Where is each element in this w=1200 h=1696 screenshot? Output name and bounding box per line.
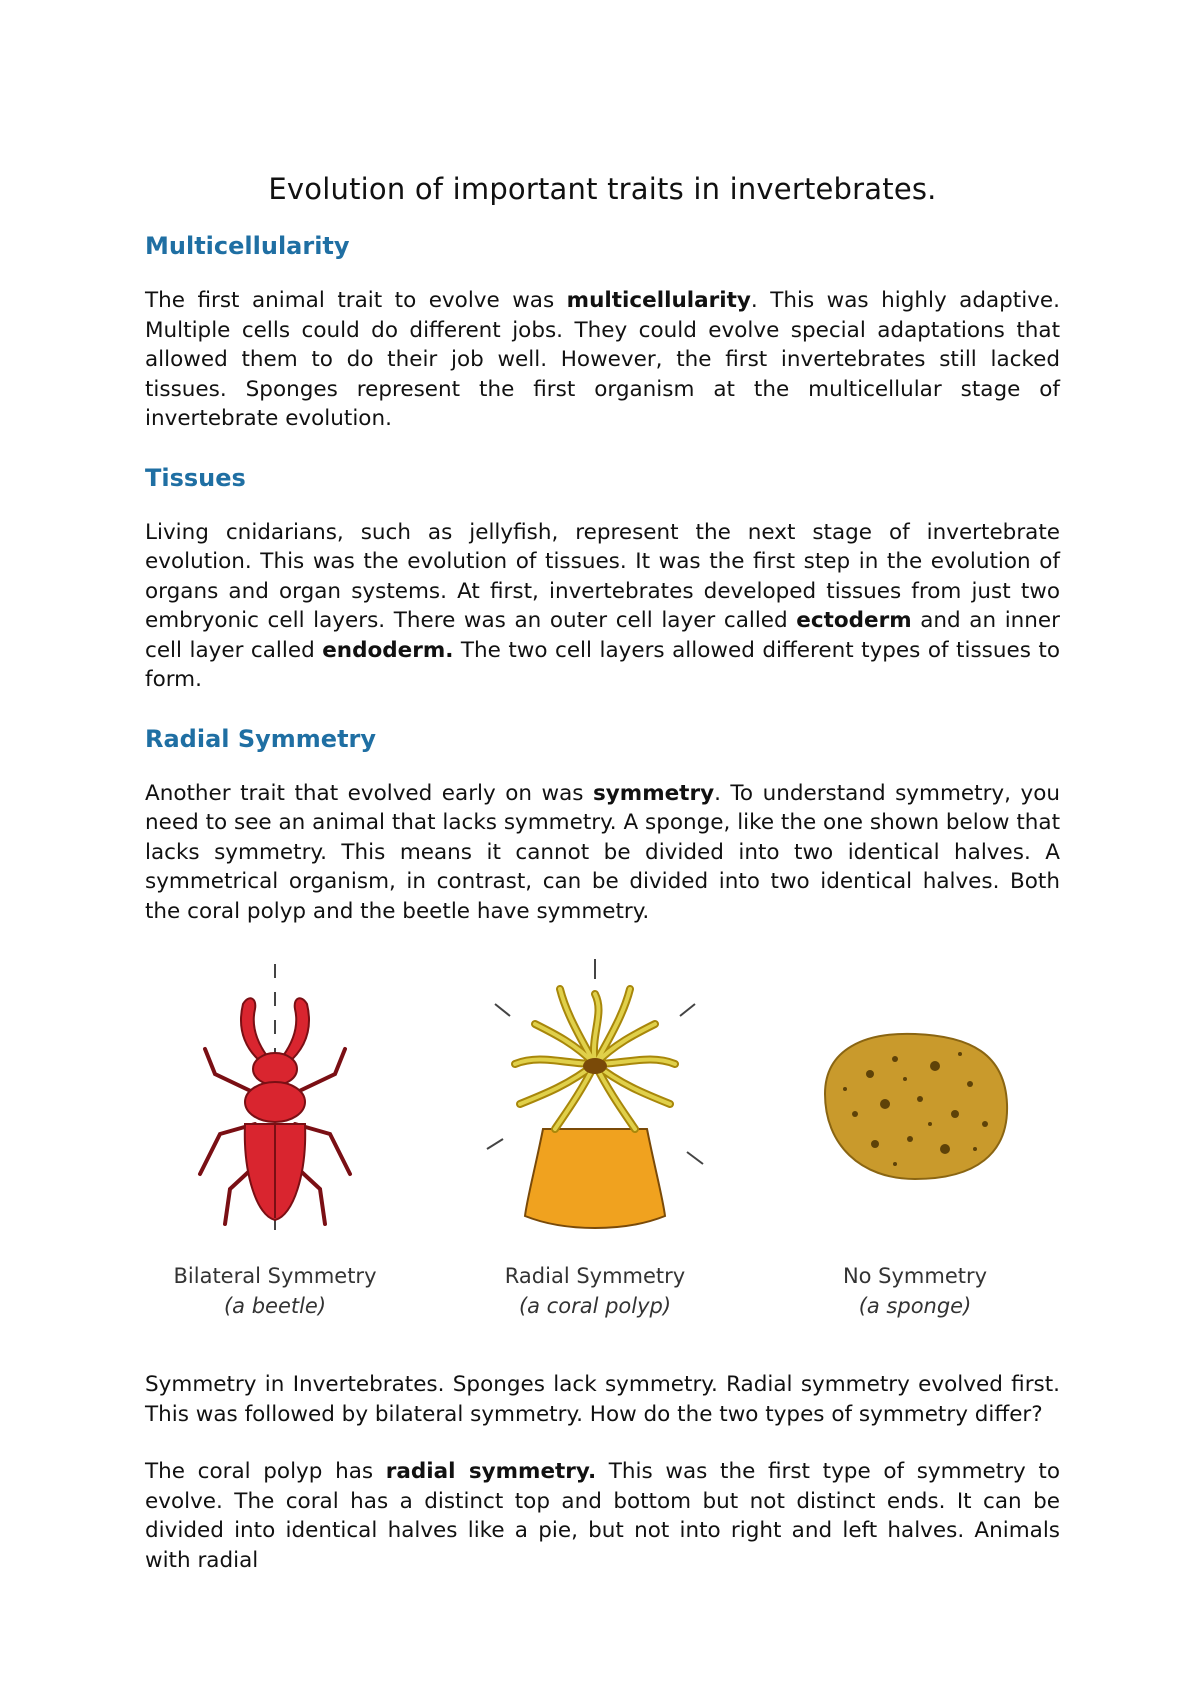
- subcaption-beetle: (a beetle): [223, 1294, 327, 1318]
- paragraph-symmetry: Another trait that evolved early on was symmetry. To understand symmetry, you need to see an animal that lacks symmetry. A sponge, like the one shown below that lacks symmetry. This means it cannot be divided into two identical halves. A symmetrical organism, in contrast, can be divided into two identical halves. Both the coral polyp and the beetle have symmetry.: [145, 780, 1060, 924]
- symmetry-figure: [145, 954, 1060, 1334]
- heading-multicellularity: Multicellularity: [145, 232, 350, 260]
- figure-item-bilateral: [145, 954, 405, 1334]
- term-symmetry: symmetry: [592, 780, 715, 806]
- caption-radial: Radial Symmetry: [504, 1264, 686, 1288]
- paragraph-symmetry-caption: Symmetry in Invertebrates. Sponges lack symmetry. Radial symmetry evolved first. This was followed by bilateral symmetry. How do the two types of symmetry differ?: [145, 1372, 1060, 1427]
- page-title: Evolution of important traits in invertebrates.: [268, 172, 937, 206]
- beetle-illustration: [145, 954, 405, 1254]
- term-endoderm: endoderm.: [322, 637, 454, 663]
- heading-tissues: Tissues: [145, 463, 246, 492]
- figure-item-no-symmetry: [785, 954, 1045, 1334]
- term-radial-symmetry: radial symmetry.: [385, 1459, 597, 1484]
- term-multicellularity: multicellularity: [566, 288, 751, 313]
- heading-radial-symmetry: Radial Symmetry: [145, 724, 377, 753]
- document-content: [145, 172, 1060, 1603]
- sponge-illustration: [785, 954, 1045, 1254]
- paragraph-radial: The coral polyp has radial symmetry. This was the first type of symmetry to evolve. The coral has a distinct top and bottom but not distinct ends. It can be divided into identical halves like a pie, but not into right and left halves. Animals with radial: [145, 1459, 1061, 1573]
- caption-bilateral: Bilateral Symmetry: [173, 1264, 377, 1288]
- term-ectoderm: ectoderm: [796, 608, 912, 633]
- figure-item-radial: [465, 954, 725, 1334]
- subcaption-sponge: (a sponge): [858, 1294, 972, 1318]
- paragraph-tissues: Living cnidarians, such as jellyfish, represent the next stage of invertebrate evolution. This was the evolution of tissues. It was the first step in the evolution of organs and organ systems. At first, invertebrates developed tissues from just two embryonic cell layers. There was an outer cell layer called ectoderm and an inner cell layer called endoderm. The two cell layers allowed different types of tissues to form.: [145, 519, 1060, 692]
- coral-polyp-illustration: [465, 954, 725, 1254]
- paragraph-multicellularity: The first animal trait to evolve was multicellularity. This was highly adaptive. Multiple cells could do different jobs. They could evolve special adaptations that allowed them to do their job well. However, the first invertebrates still lacked tissues. Sponges represent the first organism at the multicellular stage of invertebrate evolution.: [145, 288, 1060, 431]
- caption-no-symmetry: No Symmetry: [842, 1264, 988, 1288]
- subcaption-coral: (a coral polyp): [518, 1294, 672, 1318]
